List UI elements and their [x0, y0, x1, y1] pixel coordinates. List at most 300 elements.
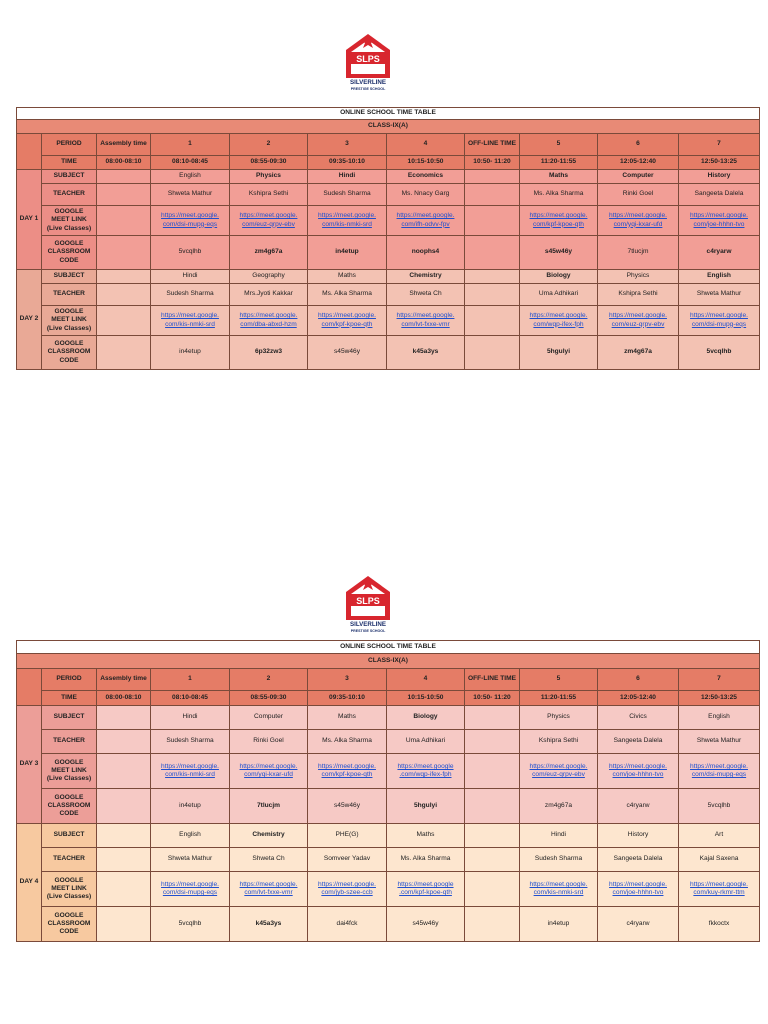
- logo-school-name: SILVERLINE: [350, 79, 386, 86]
- teacher-cell: [97, 848, 151, 872]
- timetable-1: [16, 107, 760, 370]
- meet-link-line: https://meet.google.: [161, 880, 219, 888]
- teacher-cell: Shweta Mathur: [679, 730, 760, 754]
- meet-link-line: https://meet.google.: [161, 762, 219, 770]
- meet-link[interactable]: [690, 212, 748, 227]
- meet-link-cell: [465, 754, 520, 789]
- teacher-cell: Uma Adhikari: [387, 730, 465, 754]
- meet-link-line: https://meet.google.: [161, 212, 219, 220]
- meet-link-cell: [308, 872, 387, 907]
- meet-link[interactable]: [161, 881, 219, 896]
- meet-link-line: https://meet.google.: [239, 762, 298, 770]
- meet-link-line: com/kis-nmki-srd: [165, 771, 215, 778]
- meet-link-line: https://meet.google.: [690, 762, 748, 770]
- classroom-code-label-line: CODE: [59, 356, 79, 364]
- meet-link-label-line: GOOGLE: [54, 876, 84, 884]
- subject-cell: Economics: [387, 170, 465, 184]
- meet-link[interactable]: [609, 763, 667, 778]
- meet-link-cell: [465, 206, 520, 236]
- subject-cell: English: [679, 706, 760, 730]
- teacher-cell: Kshipra Sethi: [520, 730, 598, 754]
- time-slot: 10:15-10:50: [387, 691, 465, 706]
- subject-cell: Biology: [387, 706, 465, 730]
- classroom-code-cell: 5vcqlhb: [151, 907, 230, 942]
- meet-link-line: com/kis-nmki-srd: [322, 220, 372, 228]
- meet-link-cell: [465, 872, 520, 907]
- meet-link-label: [42, 306, 97, 336]
- period-header: OFF-LINE TIME: [465, 669, 520, 691]
- meet-link[interactable]: [530, 212, 588, 227]
- subject-cell: Chemistry: [230, 824, 308, 848]
- subject-cell: [97, 824, 151, 848]
- teacher-cell: Shweta Ch: [387, 284, 465, 306]
- teacher-cell: Sudesh Sharma: [151, 730, 230, 754]
- teacher-cell: Shweta Ch: [230, 848, 308, 872]
- school-logo: [343, 574, 393, 634]
- meet-link[interactable]: [318, 763, 376, 778]
- subject-cell: Computer: [230, 706, 308, 730]
- meet-link[interactable]: [609, 312, 667, 327]
- subject-cell: Civics: [598, 706, 679, 730]
- meet-link-line: https://meet.google.: [318, 880, 376, 888]
- meet-link-line: com/joe-hhhn-tvo: [693, 220, 745, 228]
- subject-cell: English: [679, 270, 760, 284]
- period-header: 7: [679, 669, 760, 691]
- classroom-code-label-line: CLASSROOM: [47, 348, 91, 356]
- subject-cell: Chemistry: [387, 270, 465, 284]
- time-slot: 12:50-13:25: [679, 156, 760, 170]
- day-label: DAY 2: [17, 270, 42, 370]
- meet-link-cell: [97, 754, 151, 789]
- classroom-code-cell: 5vcqlhb: [679, 336, 760, 370]
- classroom-code-cell: [97, 789, 151, 824]
- meet-link-line: https://meet.google: [397, 880, 454, 888]
- classroom-code-label-line: CODE: [59, 256, 79, 264]
- meet-link-line: https://meet.google.: [609, 212, 667, 220]
- meet-link-line: com/euz-qrpv-ebv: [532, 771, 585, 778]
- meet-link-line: https://meet.google.: [396, 212, 455, 220]
- teacher-label: TEACHER: [42, 184, 97, 206]
- classroom-code-cell: s45w46y: [520, 236, 598, 270]
- classroom-code-label: [42, 907, 97, 942]
- meet-link-cell: [465, 306, 520, 336]
- classroom-code-cell: s45w46y: [387, 907, 465, 942]
- meet-link-line: https://meet.google.: [318, 212, 376, 220]
- meet-link-label-line: GOOGLE: [54, 208, 84, 216]
- meet-link-line: com/dba-abxd-hzm: [240, 320, 297, 328]
- meet-link-cell: [97, 206, 151, 236]
- timetable-2: [16, 640, 760, 942]
- period-label: PERIOD: [42, 134, 97, 156]
- meet-link-line: com/kuy-rkmr-ttm: [693, 889, 745, 896]
- meet-link-cell: [679, 306, 760, 336]
- subject-label: SUBJECT: [42, 824, 97, 848]
- meet-link[interactable]: [690, 881, 748, 896]
- meet-link-line: https://meet.google.: [529, 312, 588, 320]
- subject-label: SUBJECT: [42, 170, 97, 184]
- period-label: PERIOD: [42, 669, 97, 691]
- meet-link[interactable]: [530, 881, 588, 896]
- meet-link-line: https://meet.google.: [609, 880, 667, 888]
- subject-cell: [97, 170, 151, 184]
- meet-link-line: https://meet.google.: [396, 312, 455, 320]
- teacher-cell: Ms. Nnacy Garg: [387, 184, 465, 206]
- school-logo: [343, 32, 393, 92]
- meet-link-line: com/dsi-mupg-eqs: [691, 320, 747, 328]
- time-slot: 12:05-12:40: [598, 156, 679, 170]
- teacher-cell: Ms. Alka Sharma: [387, 848, 465, 872]
- meet-link-label-line: (Live Classes): [46, 324, 92, 332]
- meet-link-line: .com/wqp-ifex-fph: [399, 771, 452, 778]
- subject-cell: English: [151, 824, 230, 848]
- meet-link-line: https://meet.google: [397, 762, 454, 770]
- class-name: CLASS-IX(A): [17, 120, 760, 134]
- meet-link-cell: [520, 206, 598, 236]
- classroom-code-cell: [465, 336, 520, 370]
- meet-link-label: [42, 754, 97, 789]
- meet-link-cell: [598, 206, 679, 236]
- meet-link[interactable]: [530, 312, 588, 327]
- meet-link-cell: [598, 872, 679, 907]
- day-label: DAY 4: [17, 824, 42, 942]
- meet-link-cell: [387, 206, 465, 236]
- teacher-cell: Sudesh Sharma: [520, 848, 598, 872]
- teacher-cell: Mrs.Jyoti Kakkar: [230, 284, 308, 306]
- meet-link-line: com/dsi-mupg-eqs: [162, 220, 218, 228]
- teacher-cell: [465, 730, 520, 754]
- school-logo-emblem: [343, 574, 393, 634]
- classroom-code-label-line: CODE: [59, 810, 79, 818]
- meet-link[interactable]: [161, 212, 219, 227]
- teacher-cell: Kajal Saxena: [679, 848, 760, 872]
- classroom-code-label: [42, 336, 97, 370]
- subject-cell: Maths: [520, 170, 598, 184]
- classroom-code-label: [42, 236, 97, 270]
- teacher-cell: Shweta Mathur: [679, 284, 760, 306]
- subject-cell: [465, 824, 520, 848]
- meet-link-cell: [308, 306, 387, 336]
- subject-cell: Physics: [598, 270, 679, 284]
- meet-link[interactable]: [690, 763, 748, 778]
- meet-link-line: https://meet.google.: [529, 880, 588, 888]
- meet-link[interactable]: [397, 312, 455, 327]
- period-header: 3: [308, 669, 387, 691]
- subject-cell: Hindi: [151, 270, 230, 284]
- teacher-cell: Ms. Alka Sharma: [520, 184, 598, 206]
- classroom-code-cell: 7tlucjm: [230, 789, 308, 824]
- meet-link[interactable]: [318, 312, 376, 327]
- classroom-code-cell: 5hgulyi: [520, 336, 598, 370]
- meet-link-line: https://meet.google.: [609, 762, 667, 770]
- classroom-code-cell: zm4g67a: [230, 236, 308, 270]
- subject-cell: Hindi: [520, 824, 598, 848]
- meet-link-label-line: GOOGLE: [54, 758, 84, 766]
- time-slot: 12:05-12:40: [598, 691, 679, 706]
- classroom-code-label-line: CLASSROOM: [47, 801, 91, 809]
- classroom-code-cell: 6p32zw3: [230, 336, 308, 370]
- teacher-cell: Uma Adhikari: [520, 284, 598, 306]
- meet-link-cell: [387, 754, 465, 789]
- meet-link-line: com/kis-nmki-srd: [165, 320, 215, 328]
- meet-link-cell: [598, 754, 679, 789]
- meet-link[interactable]: [161, 312, 219, 327]
- time-slot: 08:55-09:30: [230, 691, 308, 706]
- meet-link-line: com/kpf-kpoe-qth: [321, 771, 373, 778]
- classroom-code-label-line: GOOGLE: [54, 793, 84, 801]
- teacher-cell: Kshipra Sethi: [598, 284, 679, 306]
- meet-link-label-line: MEET LINK: [51, 316, 87, 324]
- meet-link-cell: [679, 206, 760, 236]
- meet-link-line: https://meet.google.: [239, 312, 298, 320]
- subject-cell: Biology: [520, 270, 598, 284]
- meet-link-line: com/dsi-mupg-eqs: [691, 771, 747, 778]
- timetable-title: ONLINE SCHOOL TIME TABLE: [17, 641, 760, 654]
- meet-link-line: https://meet.google.: [318, 312, 376, 320]
- meet-link-cell: [387, 306, 465, 336]
- meet-link-cell: [679, 754, 760, 789]
- meet-link-cell: [151, 754, 230, 789]
- meet-link[interactable]: [530, 763, 588, 778]
- meet-link-label-line: MEET LINK: [51, 884, 87, 892]
- subject-cell: Geography: [230, 270, 308, 284]
- meet-link-label-line: MEET LINK: [51, 766, 87, 774]
- classroom-code-cell: 5hgulyi: [387, 789, 465, 824]
- classroom-code-label-line: CODE: [59, 928, 79, 936]
- time-slot: 08:00-08:10: [97, 156, 151, 170]
- time-slot: 10:50- 11:20: [465, 691, 520, 706]
- meet-link-cell: [151, 872, 230, 907]
- meet-link-line: com/kis-nmki-srd: [533, 889, 584, 896]
- meet-link[interactable]: [609, 881, 667, 896]
- meet-link-cell: [679, 872, 760, 907]
- meet-link-cell: [230, 306, 308, 336]
- teacher-cell: [465, 284, 520, 306]
- classroom-code-label-line: CLASSROOM: [47, 248, 91, 256]
- subject-label: SUBJECT: [42, 270, 97, 284]
- meet-link-line: https://meet.google.: [239, 212, 298, 220]
- meet-link-line: com/kpf-kpoe-qth: [321, 320, 373, 328]
- meet-link[interactable]: [397, 881, 453, 896]
- teacher-cell: Shweta Mathur: [151, 184, 230, 206]
- logo-school-tagline: PRESTIGE SCHOOL: [350, 629, 386, 633]
- meet-link[interactable]: [240, 763, 298, 778]
- meet-link-cell: [308, 754, 387, 789]
- meet-link-cell: [97, 306, 151, 336]
- classroom-code-cell: noophs4: [387, 236, 465, 270]
- meet-link-label-line: (Live Classes): [46, 775, 92, 783]
- teacher-cell: Sangeeta Dalela: [598, 848, 679, 872]
- time-slot: 12:50-13:25: [679, 691, 760, 706]
- classroom-code-cell: zm4g67a: [520, 789, 598, 824]
- meet-link[interactable]: [397, 212, 455, 227]
- meet-link[interactable]: [318, 881, 376, 896]
- meet-link-cell: [598, 306, 679, 336]
- meet-link-line: com/lvt-fxxe-vmr: [401, 320, 450, 328]
- meet-link-label-line: (Live Classes): [46, 893, 92, 901]
- timetable-title: ONLINE SCHOOL TIME TABLE: [17, 108, 760, 120]
- period-header: 4: [387, 669, 465, 691]
- classroom-code-cell: in4etup: [151, 336, 230, 370]
- period-header: 6: [598, 669, 679, 691]
- meet-link-line: https://meet.google.: [318, 762, 376, 770]
- meet-link-line: com/yqi-kxar-ufd: [244, 771, 293, 778]
- classroom-code-label-line: GOOGLE: [54, 911, 84, 919]
- meet-link-line: com/euz-qrpv-ebv: [611, 320, 665, 328]
- header-corner: [17, 134, 42, 170]
- time-label: TIME: [42, 691, 97, 706]
- teacher-cell: Rinki Goel: [230, 730, 308, 754]
- period-header: 3: [308, 134, 387, 156]
- meet-link[interactable]: [240, 212, 298, 227]
- teacher-cell: Sangeeta Dalela: [598, 730, 679, 754]
- meet-link-line: https://meet.google.: [690, 212, 748, 220]
- classroom-code-cell: in4etup: [520, 907, 598, 942]
- period-header: 2: [230, 669, 308, 691]
- meet-link[interactable]: [240, 881, 298, 896]
- teacher-cell: Ms. Alka Sharma: [308, 284, 387, 306]
- teacher-cell: Shweta Mathur: [151, 848, 230, 872]
- classroom-code-cell: 7tlucjm: [598, 236, 679, 270]
- meet-link-line: com/jyb-szee-ccb: [321, 889, 373, 896]
- teacher-label: TEACHER: [42, 730, 97, 754]
- meet-link-cell: [520, 306, 598, 336]
- classroom-code-label-line: CLASSROOM: [47, 919, 91, 927]
- meet-link-cell: [308, 206, 387, 236]
- meet-link-line: https://meet.google.: [239, 880, 298, 888]
- period-header: Assembly time: [97, 669, 151, 691]
- meet-link-line: https://meet.google.: [529, 212, 588, 220]
- classroom-code-cell: c4ryarw: [598, 907, 679, 942]
- subject-cell: [465, 170, 520, 184]
- teacher-cell: [465, 184, 520, 206]
- classroom-code-cell: [97, 336, 151, 370]
- meet-link-line: com/lvt-fxxe-vmr: [244, 889, 293, 896]
- classroom-code-cell: [97, 907, 151, 942]
- time-slot: 10:15-10:50: [387, 156, 465, 170]
- time-slot: 08:10-08:45: [151, 691, 230, 706]
- meet-link-cell: [230, 754, 308, 789]
- meet-link-line: https://meet.google.: [690, 880, 748, 888]
- subject-cell: Maths: [387, 824, 465, 848]
- teacher-cell: Rinki Goel: [598, 184, 679, 206]
- day-label: DAY 1: [17, 170, 42, 270]
- meet-link-line: https://meet.google.: [529, 762, 588, 770]
- meet-link-cell: [151, 206, 230, 236]
- classroom-code-cell: in4etup: [308, 236, 387, 270]
- subject-cell: Maths: [308, 270, 387, 284]
- teacher-label: TEACHER: [42, 284, 97, 306]
- period-header: 1: [151, 669, 230, 691]
- subject-cell: [465, 706, 520, 730]
- meet-link-line: com/ifh-odvv-fpv: [401, 220, 450, 228]
- meet-link-line: com/kpf-kpoe-qth: [533, 220, 584, 228]
- classroom-code-cell: s45w46y: [308, 336, 387, 370]
- classroom-code-cell: 5vcqlhb: [151, 236, 230, 270]
- period-header: 5: [520, 134, 598, 156]
- classroom-code-cell: c4ryarw: [598, 789, 679, 824]
- classroom-code-cell: in4etup: [151, 789, 230, 824]
- teacher-cell: Sangeeta Dalela: [679, 184, 760, 206]
- meet-link-line: com/dsi-mupg-eqs: [162, 889, 218, 896]
- classroom-code-cell: dai4fck: [308, 907, 387, 942]
- header-corner: [17, 669, 42, 706]
- meet-link-line: com/yqi-kxar-ufd: [613, 220, 663, 228]
- teacher-cell: Sudesh Sharma: [151, 284, 230, 306]
- day-label: DAY 3: [17, 706, 42, 824]
- classroom-code-label-line: GOOGLE: [54, 340, 84, 348]
- time-slot: 09:35-10:10: [308, 156, 387, 170]
- time-slot: 11:20-11:55: [520, 691, 598, 706]
- meet-link-line: com/joe-hhhn-tvo: [612, 889, 664, 896]
- time-slot: 08:00-08:10: [97, 691, 151, 706]
- time-label: TIME: [42, 156, 97, 170]
- meet-link-cell: [520, 872, 598, 907]
- classroom-code-cell: k45a3ys: [387, 336, 465, 370]
- subject-cell: Physics: [520, 706, 598, 730]
- meet-link-label: [42, 872, 97, 907]
- subject-cell: Art: [679, 824, 760, 848]
- meet-link-label-line: (Live Classes): [46, 224, 92, 232]
- subject-cell: Hindi: [308, 170, 387, 184]
- meet-link-line: com/wqp-ifex-fph: [533, 320, 584, 328]
- meet-link[interactable]: [161, 763, 219, 778]
- teacher-cell: Sudesh Sharma: [308, 184, 387, 206]
- subject-cell: Computer: [598, 170, 679, 184]
- meet-link[interactable]: [397, 763, 453, 778]
- subject-cell: Hindi: [151, 706, 230, 730]
- meet-link-cell: [230, 872, 308, 907]
- period-header: OFF-LINE TIME: [465, 134, 520, 156]
- logo-text: SLPS: [356, 54, 380, 64]
- subject-cell: PHE(G): [308, 824, 387, 848]
- subject-label: SUBJECT: [42, 706, 97, 730]
- teacher-cell: Somveer Yadav: [308, 848, 387, 872]
- meet-link[interactable]: [318, 212, 376, 227]
- meet-link-label: [42, 206, 97, 236]
- classroom-code-cell: [465, 789, 520, 824]
- classroom-code-cell: fkkoctx: [679, 907, 760, 942]
- class-name: CLASS-IX(A): [17, 654, 760, 669]
- teacher-cell: Kshipra Sethi: [230, 184, 308, 206]
- period-header: 2: [230, 134, 308, 156]
- teacher-cell: [465, 848, 520, 872]
- subject-cell: [97, 270, 151, 284]
- classroom-code-label-line: GOOGLE: [54, 240, 84, 248]
- subject-cell: [465, 270, 520, 284]
- meet-link-cell: [151, 306, 230, 336]
- meet-link-cell: [387, 872, 465, 907]
- period-header: 6: [598, 134, 679, 156]
- meet-link[interactable]: [690, 312, 748, 327]
- teacher-cell: [97, 184, 151, 206]
- classroom-code-cell: 5vcqlhb: [679, 789, 760, 824]
- meet-link[interactable]: [609, 212, 667, 227]
- logo-school-name: SILVERLINE: [350, 621, 386, 628]
- subject-cell: History: [598, 824, 679, 848]
- period-header: 5: [520, 669, 598, 691]
- period-header: 7: [679, 134, 760, 156]
- meet-link[interactable]: [240, 312, 298, 327]
- teacher-cell: [97, 730, 151, 754]
- classroom-code-cell: c4ryarw: [679, 236, 760, 270]
- teacher-cell: [97, 284, 151, 306]
- meet-link-label-line: GOOGLE: [54, 308, 84, 316]
- meet-link-line: https://meet.google.: [609, 312, 667, 320]
- period-header: 4: [387, 134, 465, 156]
- logo-school-tagline: PRESTIGE SCHOOL: [350, 87, 386, 91]
- meet-link-label-line: MEET LINK: [51, 216, 87, 224]
- time-slot: 11:20-11:55: [520, 156, 598, 170]
